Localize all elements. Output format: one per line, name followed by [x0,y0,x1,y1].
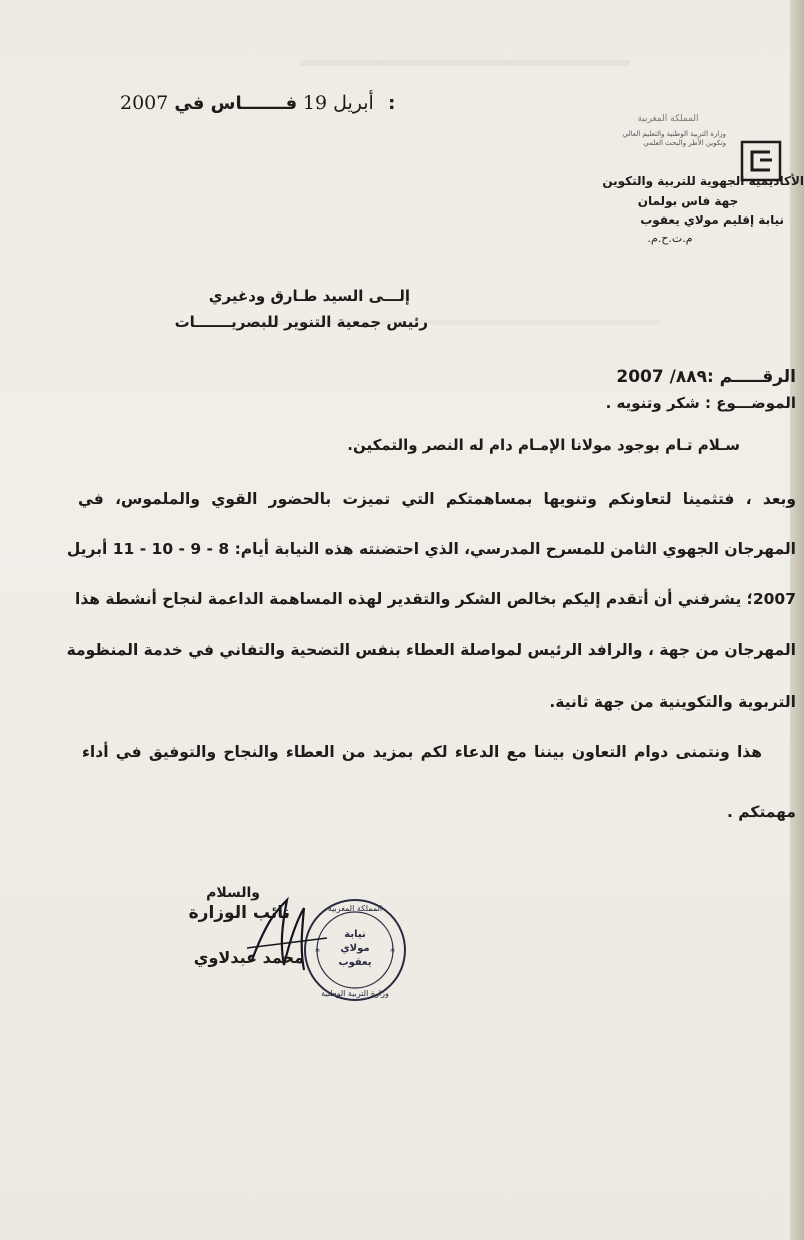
signature-title: نائب الوزارة [188,903,290,923]
letter-subject: الموضـــوع : شكر وتنويه . [605,394,796,412]
signature-closing: والسلام [206,885,260,901]
seal-text-line1: نيابة [344,929,366,940]
letterhead-kingdom: المملكة المغربية [637,114,699,124]
seal-text-top: المملكة المغربية [327,904,383,913]
body-line: هذا ونتمنى دوام التعاون بيننا مع الدعاء لكم بمزيد من العطاء والنجاح والتوفيق في أداء [82,743,762,761]
letterhead-ministry: وزارة التربية الوطنية والتعليم العالي وتكوين الأطر والبحث العلمي [622,130,726,147]
addressee-name: إلـــى السيد طـارق ودغيري [208,287,410,305]
seal-text-bottom: وزارة التربية الوطنية [321,989,389,998]
svg-text:*: * [315,947,320,958]
date-label: فـــــــاس في : [174,93,396,114]
date-value: 2007 أبريل 19 [120,92,374,114]
body-line: وبعد ، فتثمينا لتعاونكم وتنويها بمساهمتكم التي تميزت بالحضور القوي والملموس، في [78,490,796,508]
show-through-shadow [300,40,630,66]
greeting: سـلام تـام بوجود مولانا الإمـام دام له النصر والتمكين. [347,436,740,454]
signatory-name: محمد عبدلاوي [193,948,304,967]
svg-text:*: * [390,947,395,958]
addressee-role: رئيس جمعية التنوير للبصريـــــــات [174,313,428,331]
letterhead-academy: الأكاديمية الجهوية للتربية والتكوين [602,174,804,188]
seal-text-line3: يعقوب [338,957,372,968]
date-line [120,92,396,114]
body-line: المهرجان الجهوي الثامن للمسرح المدرسي، الذي احتضنته هذه النيابة أيام: 8 - 9 - 10 - 11 أبريل [66,540,796,558]
body-line: المهرجان من جهة ، والرافد الرئيس لمواصلة العطاء بنفس التضحية والتفاني في خدمة المنظومة [66,641,796,659]
body-line: التربوية والتكوينية من جهة ثانية. [549,693,796,711]
reference-number: الرقـــــم :٨٨٩/ 2007 [616,367,796,387]
letterhead-province: نيابة إقليم مولاي يعقوب [640,213,784,227]
body-line: 2007؛ يشرفني أن أتقدم إليكم بخالص الشكر والتقدير لهذه المساهمة الداعمة لنجاح أنشطة هذا [75,590,796,608]
letterhead-region: جهة فاس بولمان [637,194,739,208]
body-line: مهمتكم . [726,803,796,821]
letterhead-acronym: م.ت.ح.م. [647,232,693,245]
seal-text-line2: مولاي [340,943,370,954]
